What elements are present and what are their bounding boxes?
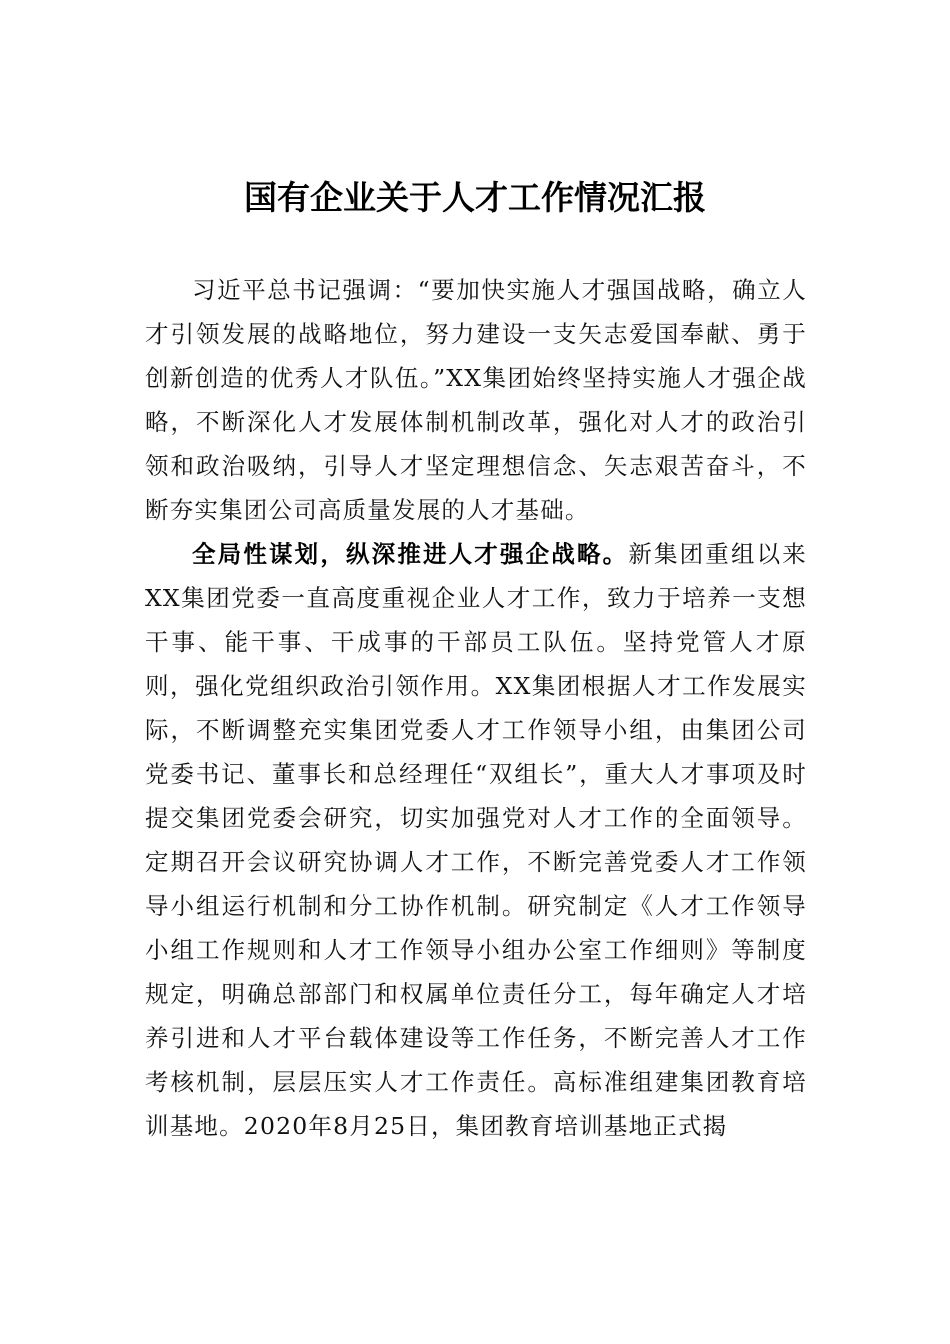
document-body [145, 268, 807, 1148]
paragraph-intro [145, 268, 807, 532]
paragraph-strategy-text: 新集团重组以来XX集团党委一直高度重视企业人才工作，致力于培养一支想干事、能干事、干成事的干部员工队伍。坚持党管人才原则，强化党组织政治引领作用。XX集团根据人才工作发展实际，不断调整充实集团党委人才工作领导小组，由集团公司党委书记、董事长和总经理任“双组长”，重大人才事项及时提交集团党委会研究，切实加强党对人才工作的全面领导。定期召开会议研究协调人才工作，不断完善党委人才工作领导小组运行机制和分工协作机制。研究制定《人才工作领导小组工作规则和人才工作领导小组办公室工作细则》等制度规定，明确总部部门和权属单位责任分工，每年确定人才培养引进和人才平台载体建设等工作任务，不断完善人才工作考核机制，层层压实人才工作责任。高标准组建集团教育培训基地。2020年8月25日，集团教育培训基地正式揭 [145, 540, 808, 1140]
paragraph-strategy-lead: 全局性谋划，纵深推进人才强企战略。 [192, 540, 629, 568]
paragraph-strategy [145, 532, 807, 1148]
paragraph-intro-text: 习近平总书记强调：“要加快实施人才强国战略，确立人才引领发展的战略地位，努力建设一支矢志爱国奉献、勇于创新创造的优秀人才队伍。”XX集团始终坚持实施人才强企战略，不断深化人才发展体制机制改革，强化对人才的政治引领和政治吸纳，引导人才坚定理想信念、矢志艰苦奋斗，不断夯实集团公司高质量发展的人才基础。 [145, 276, 807, 524]
document-title: 国有企业关于人才工作情况汇报 [244, 178, 706, 217]
